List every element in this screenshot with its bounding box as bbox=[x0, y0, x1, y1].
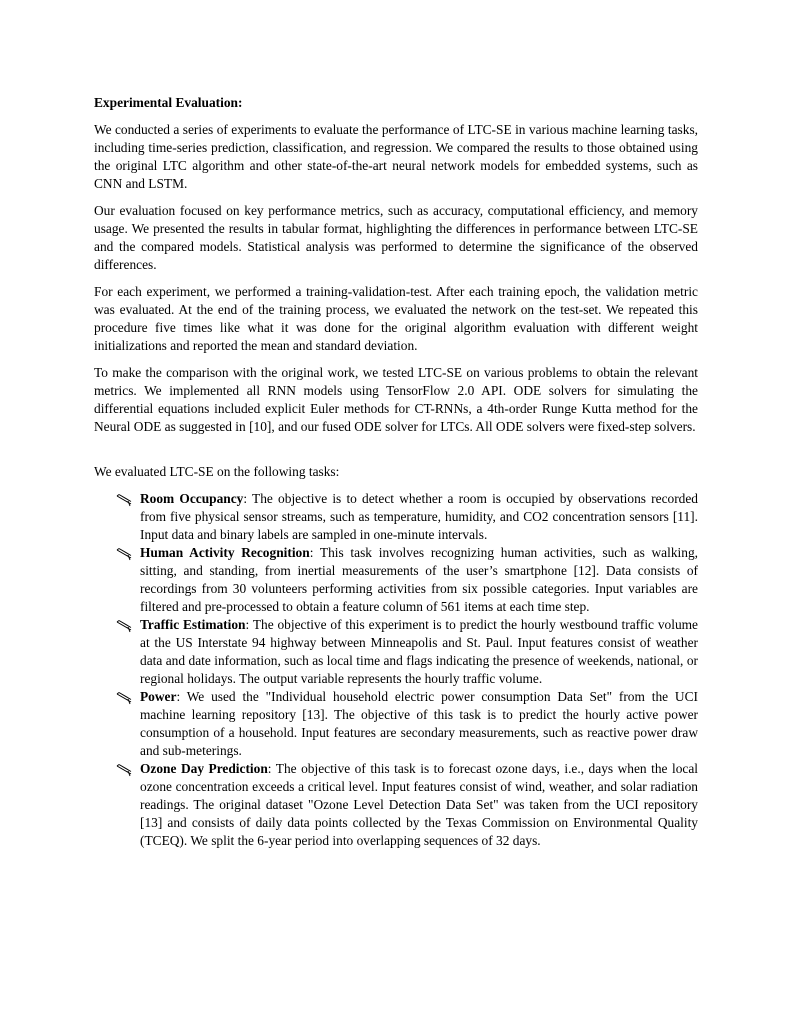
tasks-intro: We evaluated LTC-SE on the following tasks: bbox=[94, 464, 340, 479]
task-description: : The objective of this task is to forecast ozone days, i.e., days when the local ozone concentration exceeds a critical level. Input features consist of wind, weather, and solar radiation readings. The original dataset "Ozone Level Detection Data Set" was taken from the UCI repository [13] and consists of daily data points collected by the Texas Commission on Environmental Quality (TCEQ). We split the 6-year period into overlapping sequences of 32 days. bbox=[140, 761, 698, 848]
task-term: Traffic Estimation bbox=[140, 617, 246, 632]
task-item-traffic-estimation bbox=[94, 616, 698, 688]
paragraph-implementation: To make the comparison with the original work, we tested LTC-SE on various problems to obtain the relevant metrics. We implemented all RNN models using TensorFlow 2.0 API. ODE solvers for simulating the differential equations included explicit Euler methods for CT-RNNs, a 4th-order Runge Kutta method for the Neural ODE as suggested in [10], and our fused ODE solver for LTCs. All ODE solvers were fixed-step solvers. bbox=[94, 365, 698, 434]
task-description: : This task involves recognizing human activities, such as walking, sitting, and standing, from inertial measurements of the user’s smartphone [12]. Data consists of recordings from 30 volunteers performing activities from six possible categories. Input variables are filtered and pre-processed to obtain a feature column of 561 items at each time step. bbox=[140, 545, 698, 614]
task-item-ozone-day bbox=[94, 760, 698, 850]
task-item-power bbox=[94, 688, 698, 760]
task-term: Human Activity Recognition bbox=[140, 545, 310, 560]
paragraph-metrics: Our evaluation focused on key performance metrics, such as accuracy, computational efficiency, and memory usage. We presented the results in tabular format, highlighting the differences in performance between LTC-SE and the compared models. Statistical analysis was performed to determine the significance of the observed differences. bbox=[94, 203, 698, 272]
pen-bullet-icon bbox=[116, 616, 132, 634]
section-heading: Experimental Evaluation: bbox=[94, 95, 243, 110]
paragraph-overview: We conducted a series of experiments to evaluate the performance of LTC-SE in various machine learning tasks, including time-series prediction, classification, and regression. We compared the results to those obtained using the original LTC algorithm and other state-of-the-art neural network models for embedded systems, such as CNN and LSTM. bbox=[94, 122, 698, 191]
pen-bullet-icon bbox=[116, 688, 132, 706]
task-description: : The objective is to detect whether a room is occupied by observations recorded from five physical sensor streams, such as temperature, humidity, and CO2 concentration sensors [11]. Input data and binary labels are sampled in one-minute intervals. bbox=[140, 491, 699, 542]
task-term: Ozone Day Prediction bbox=[140, 761, 268, 776]
pen-bullet-icon bbox=[116, 490, 132, 508]
task-list bbox=[94, 490, 698, 850]
task-item-human-activity bbox=[94, 544, 698, 616]
task-term: Room Occupancy bbox=[140, 491, 244, 506]
task-item-room-occupancy bbox=[94, 490, 698, 544]
task-description: : We used the "Individual household electric power consumption Data Set" from the UCI machine learning repository [13]. The objective of this task is to predict the hourly active power consumption of a household. Input features are secondary measurements, such as reactive power draw and sub-meterings. bbox=[140, 689, 698, 758]
paragraph-procedure: For each experiment, we performed a training-validation-test. After each training epoch, the validation metric was evaluated. At the end of the training process, we evaluated the network on the test-set. We repeated this procedure five times like what it was done for the original algorithm evaluation with different weight initializations and reported the mean and standard deviation. bbox=[94, 284, 698, 353]
task-term: Power bbox=[140, 689, 177, 704]
document-page bbox=[94, 94, 698, 850]
pen-bullet-icon bbox=[116, 544, 132, 562]
pen-bullet-icon bbox=[116, 760, 132, 778]
task-description: : The objective of this experiment is to predict the hourly westbound traffic volume at the US Interstate 94 highway between Minneapolis and St. Paul. Input features consist of weather data and date information, such as local time and flags indicating the presence of weekends, national, or regional holidays. The output variable represents the hourly traffic volume. bbox=[140, 617, 699, 686]
